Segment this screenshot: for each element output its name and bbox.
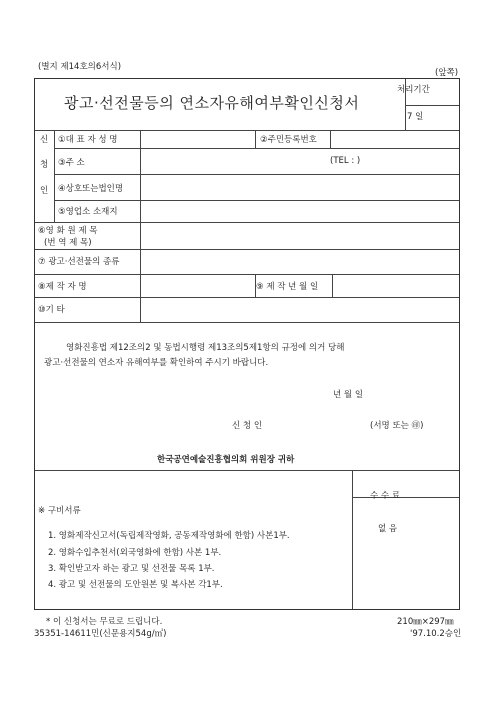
tel-label: (TEL : ) [330, 156, 361, 166]
recipient: 한국공연예술진흥협의회 위원장 귀하 [157, 455, 295, 465]
processing-value: 7 일 [407, 112, 424, 122]
form-code: 35351-14611민(신문용지54g/㎡) [34, 629, 167, 639]
fee-label: 수 수 료 [370, 491, 401, 501]
divider [330, 130, 331, 148]
ad-type-label: ⑦ 광고·선전물의 종류 [38, 257, 120, 267]
fee-value: 없 음 [378, 524, 398, 534]
paper-size: 210㎜×297㎜ [397, 617, 454, 627]
date-line: 년 월 일 [333, 390, 364, 400]
page-title: 광고·선전물등의 연소자유해여부확인신청서 [64, 94, 360, 112]
document-item: 1. 영화제작신고서(독립제작영화, 공동제작영화에 한함) 사본1부. [48, 531, 290, 541]
divider [54, 130, 55, 222]
divider [35, 297, 459, 298]
divider [35, 130, 459, 131]
applicant-label: 인 [40, 186, 49, 196]
business-name-label: ④상호또는법인명 [58, 184, 124, 194]
sign-or-seal: (서명 또는 ㊞) [370, 421, 424, 431]
divider [140, 130, 141, 322]
production-date-label: ⑨ 제 작 년 월 일 [256, 282, 319, 292]
divider [405, 105, 459, 106]
representative-label: ①대 표 자 성 명 [58, 135, 118, 145]
divider [255, 130, 256, 148]
divider [35, 249, 459, 250]
business-location-label: ⑤영업소 소재지 [58, 207, 118, 217]
approval-date: '97.10.2승인 [410, 629, 462, 639]
body-text: 광고·선전물의 연소자 유해여부를 확인하여 주시기 바랍니다. [44, 358, 269, 368]
divider [352, 470, 353, 609]
form-number: (별지 제14호의6서식) [38, 62, 122, 72]
divider [54, 200, 459, 201]
divider [54, 174, 459, 175]
movie-title-label: ⑥영 화 원 제 목 [38, 226, 98, 236]
divider [54, 148, 459, 149]
documents-heading: ※ 구비서류 [38, 506, 81, 516]
footer-note: * 이 신청서는 무료로 드립니다. [46, 617, 163, 627]
divider [35, 274, 459, 275]
applicant-label: 신 [40, 135, 49, 145]
document-item: 2. 영화수입추천서(외국영화에 한함) 사본 1부. [48, 548, 222, 558]
etc-label: ⑩기 타 [38, 305, 65, 315]
document-item: 4. 광고 및 선전물의 도안원본 및 복사본 각1부. [48, 580, 223, 590]
divider [332, 274, 333, 297]
document-item: 3. 확인받고자 하는 광고 및 선전물 목록 1부. [48, 564, 215, 574]
address-label: ③주 소 [58, 158, 85, 168]
divider [352, 497, 459, 498]
body-text: 영화진흥법 제12조의2 및 동법시행령 제13조의5제1항의 규정에 의거 당해 [66, 343, 345, 353]
processing-label: 처리기간 [397, 85, 430, 95]
divider [35, 322, 459, 323]
resident-no-label: ②주민등록번호 [260, 135, 317, 145]
divider [35, 222, 459, 223]
divider [35, 470, 459, 471]
producer-label: ⑧제 작 자 명 [38, 282, 87, 292]
applicant-sign-label: 신 청 인 [232, 421, 263, 431]
page-side: (앞쪽) [435, 68, 459, 78]
movie-title-translated-label: (번 역 제 목) [44, 238, 92, 248]
applicant-label: 청 [40, 160, 49, 170]
